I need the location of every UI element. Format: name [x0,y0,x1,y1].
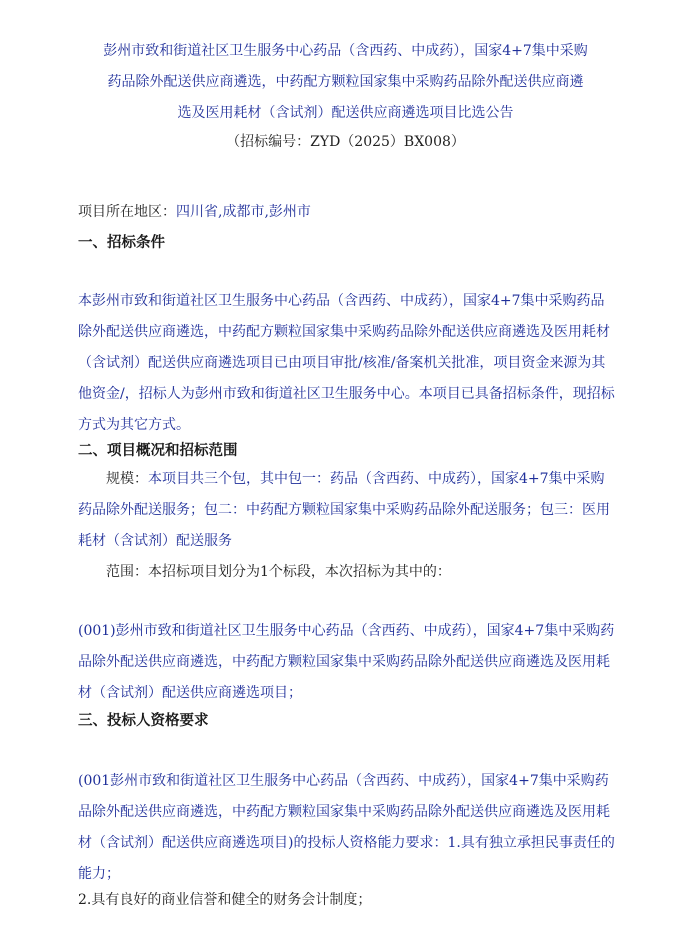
section-2-heading: 二、项目概况和招标范围 [78,442,238,459]
bid-number-line [0,132,691,152]
bid-number-label: （招标编号： [226,134,311,150]
scale-label: 规模： [106,471,148,487]
section-1-heading: 一、招标条件 [78,234,165,251]
location-line [78,202,618,222]
section-3-item-2: 2.具有良好的商业信誉和健全的财务会计制度； [78,892,372,908]
section-1-text: 本彭州市致和街道社区卫生服务中心药品（含西药、中成药），国家4+7集中采购药品除外配送供应商遴选，中药配方颗粒国家集中采购药品除外配送供应商遴选及医用耗材（含试剂）配送供应商遴选项目已由项目审批/核准/备案机关批准，项目资金来源为其他资金/，招标人为彭州市致和街道社区卫生服务中心。本项目已具备招标条件，现招标方式为其它方式。 [78,293,615,433]
bid-number: ZYD（2025）BX008 [310,134,451,150]
title-line-1: 彭州市致和街道社区卫生服务中心药品（含西药、中成药），国家4+7集中采购 [103,43,588,59]
title-line-2: 药品除外配送供应商遴选，中药配方颗粒国家集中采购药品除外配送供应商遴 [107,74,584,90]
section-2-scale [78,464,618,557]
bid-number-close: ） [450,134,465,150]
section-3-heading: 三、投标人资格要求 [78,712,209,729]
location-label: 项目所在地区： [78,204,176,220]
announcement-title [40,36,651,129]
title-line-3: 选及医用耗材（含试剂）配送供应商遴选项目比选公告 [177,105,514,121]
section-2-range: 范围：本招标项目划分为1个标段，本次招标为其中的： [106,564,451,580]
section-3-text: (001彭州市致和街道社区卫生服务中心药品（含西药、中成药），国家4+7集中采购药品除外配送供应商遴选，中药配方颗粒国家集中采购药品除外配送供应商遴选及医用耗材（含试剂）配送供应商遴选项目)的投标人资格能力要求：1.具有独立承担民事责任的能力； [78,773,615,882]
section-2-lot: (001)彭州市致和街道社区卫生服务中心药品（含西药、中成药），国家4+7集中采购药品除外配送供应商遴选，中药配方颗粒国家集中采购药品除外配送供应商遴选及医用耗材（含试剂）配送供应商遴选项目； [78,623,615,701]
scale-text: 本项目共三个包，其中包一：药品（含西药、中成药），国家4+7集中采购药品除外配送服务；包二：中药配方颗粒国家集中采购药品除外配送服务；包三：医用耗材（含试剂）配送服务 [78,471,610,549]
location-value: 四川省,成都市,彭州市 [176,204,311,220]
